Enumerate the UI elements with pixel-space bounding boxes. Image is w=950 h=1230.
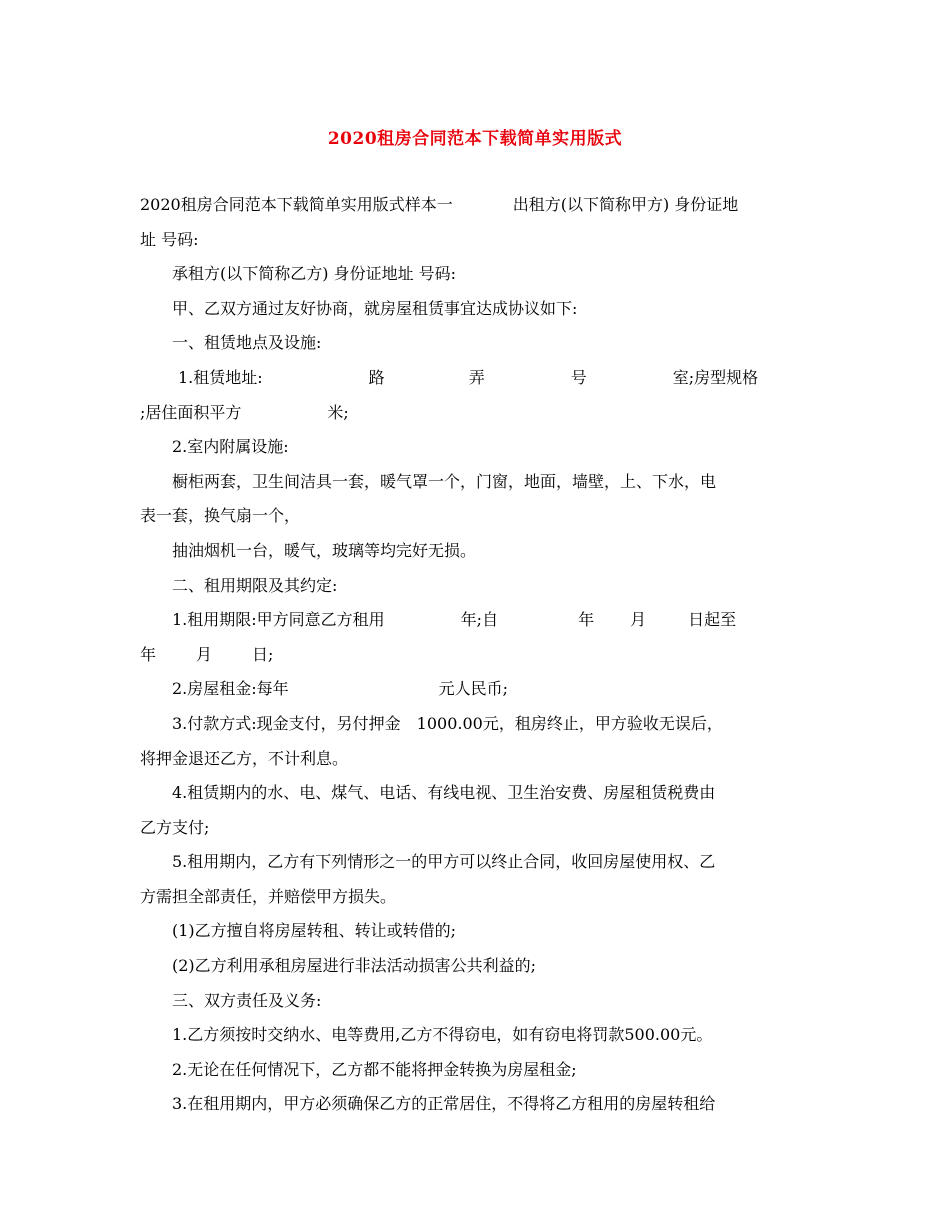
text-line — [140, 638, 812, 673]
line-segment: 路 — [368, 367, 385, 387]
line-segment: 月 — [196, 644, 213, 664]
text-line: 将押金退还乙方，不计利息。 — [140, 748, 349, 768]
line-segment: 日起至 — [688, 610, 737, 630]
text-line: (2)乙方利用承租房屋进行非法活动损害公共利益的; — [172, 956, 537, 976]
document-title: 2020租房合同范本下载简单实用版式 — [327, 129, 623, 149]
line-segment: 年 — [578, 610, 595, 630]
line-segment: 出租方(以下简称甲方) 身份证地 — [512, 195, 739, 214]
text-line: 4.租赁期内的水、电、煤气、电话、有线电视、卫生治安费、房屋租赁税费由 — [172, 783, 716, 803]
line-segment: ;居住面积平方 — [140, 402, 242, 422]
line-segment: 2.房屋租金:每年 — [172, 679, 289, 699]
text-line: 2.室内附属设施: — [172, 437, 289, 457]
line-segment: 弄 — [468, 367, 485, 387]
text-line: 抽油烟机一台，暖气，玻璃等均完好无损。 — [172, 540, 477, 560]
text-line — [140, 361, 812, 396]
text-line: (1)乙方擅自将房屋转租、转让或转借的; — [172, 921, 457, 941]
line-segment: 1.租赁地址: — [178, 367, 263, 387]
text-line — [140, 396, 812, 431]
text-line: 3.在租用期内，甲方必须确保乙方的正常居住，不得将乙方租用的房屋转租给 — [172, 1094, 716, 1114]
text-line: 橱柜两套，卫生间洁具一套，暖气罩一个，门窗，地面，墙壁，上、下水，电 — [172, 471, 717, 491]
text-line: 表一套，换气扇一个， — [140, 506, 301, 526]
line-segment: 室;房型规格 — [672, 367, 759, 387]
text-line: 乙方支付; — [140, 817, 210, 837]
text-line: 2.无论在任何情况下，乙方都不能将押金转换为房屋租金; — [172, 1059, 577, 1079]
text-line — [140, 188, 812, 223]
text-line — [140, 603, 812, 638]
line-segment: 月 — [630, 610, 647, 630]
text-line: 5.租用期内，乙方有下列情形之一的甲方可以终止合同，收回房屋使用权、乙 — [172, 852, 716, 872]
text-line — [140, 672, 812, 707]
document-body — [140, 188, 812, 1122]
text-line: 3.付款方式:现金支付，另付押金 1000.00元，租房终止，甲方验收无误后， — [172, 713, 723, 733]
line-segment: 年 — [140, 644, 157, 664]
text-line: 方需担全部责任，并赔偿甲方损失。 — [140, 886, 397, 906]
line-segment: 年;自 — [460, 610, 499, 630]
line-segment: 号 — [570, 367, 587, 387]
text-line: 三、双方责任及义务: — [172, 990, 322, 1010]
text-line: 址 号码: — [140, 229, 199, 249]
text-line: 承租方(以下简称乙方) 身份证地址 号码: — [172, 264, 457, 284]
text-line: 甲、乙双方通过友好协商，就房屋租赁事宜达成协议如下: — [172, 298, 578, 318]
line-segment: 2020租房合同范本下载简单实用版式样本一 — [140, 195, 453, 214]
text-line: 一、租赁地点及设施: — [172, 333, 322, 353]
text-line: 二、租用期限及其约定: — [172, 575, 338, 595]
line-segment: 米; — [327, 402, 349, 422]
text-line: 1.乙方须按时交纳水、电等费用,乙方不得窃电，如有窃电将罚款500.00元。 — [172, 1025, 713, 1045]
line-segment: 日; — [252, 644, 274, 664]
line-segment: 元人民币; — [438, 679, 509, 699]
line-segment: 1.租用期限:甲方同意乙方租用 — [172, 610, 385, 630]
